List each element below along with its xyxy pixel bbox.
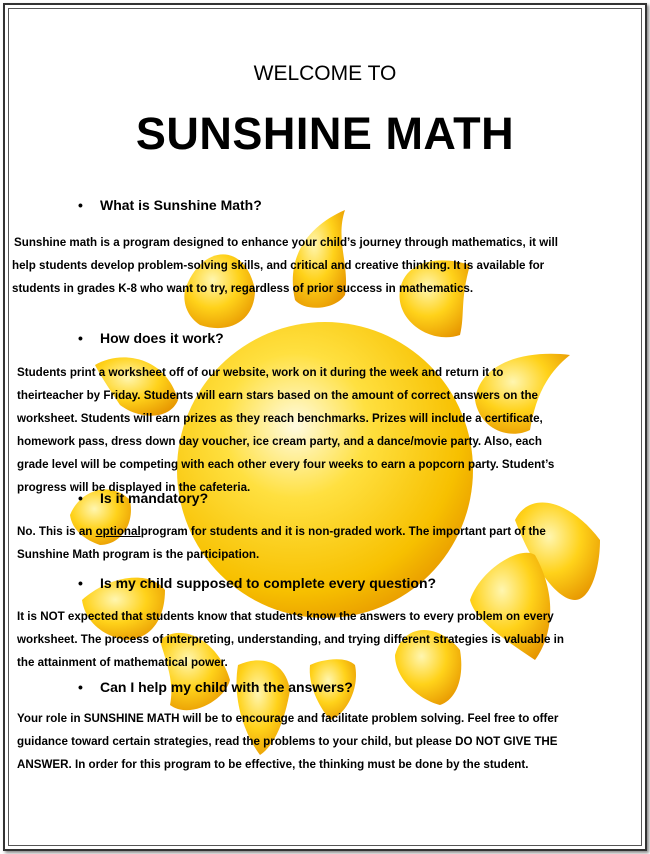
paragraph-line: ANSWER. In order for this program to be effective, the thinking must be done by the student. <box>17 758 529 771</box>
paragraph-line: help students develop problem-solving skills, and critical and creative thinking. It is available for <box>12 259 545 272</box>
paragraph-line: worksheet. The process of interpreting, understanding, and trying different strategies is valuable in <box>17 633 564 646</box>
bullet-icon: • <box>78 490 83 506</box>
paragraph-line: guidance toward certain strategies, read the problems to your child, but please DO NOT GIVE THE <box>17 735 558 748</box>
optional-underlined: optional <box>95 525 141 538</box>
paragraph-line: progress will be displayed in the cafeteria. <box>17 481 251 494</box>
paragraph-line: Your role in SUNSHINE MATH will be to encourage and facilitate problem solving. Feel free to offer <box>17 712 559 725</box>
bullet-icon: • <box>78 197 83 213</box>
bullet-icon: • <box>78 330 83 346</box>
bullet-icon: • <box>78 679 83 695</box>
page-title: SUNSHINE MATH <box>135 108 515 159</box>
paragraph-line: grade level will be competing with each other every four weeks to earn a popcorn party. Student’s <box>17 458 555 471</box>
section-heading: • Is my child supposed to complete every question? <box>78 575 437 591</box>
paragraph-line: the attainment of mathematical power. <box>17 656 228 669</box>
section-heading: • What is Sunshine Math? <box>78 197 262 213</box>
paragraph-line: worksheet. Students will earn prizes as they reach benchmarks. Prizes will include a certificate, <box>17 412 543 425</box>
paragraph-line: Sunshine math is a program designed to enhance your child’s journey through mathematics, it will <box>14 236 558 249</box>
paragraph-line: theirteacher by Friday. Students will earn stars based on the amount of correct answers on the <box>17 389 538 402</box>
section-heading: • Can I help my child with the answers? <box>78 679 353 695</box>
welcome-heading: WELCOME TO <box>253 62 397 85</box>
paragraph-line: Students print a worksheet off of our website, work on it during the week and return it to <box>17 366 504 379</box>
section-heading: • How does it work? <box>78 330 224 346</box>
paragraph-line: Sunshine Math program is the participation. <box>17 548 260 561</box>
paragraph-line: homework pass, dress down day voucher, ice cream party, and a dance/movie party. Also, each <box>17 435 542 448</box>
bullet-icon: • <box>78 575 83 591</box>
paragraph-line: It is NOT expected that students know that students know the answers to every problem on every <box>17 610 554 623</box>
paragraph-line: students in grades K-8 who want to try, regardless of prior success in mathematics. <box>12 282 474 295</box>
section-heading: • Is it mandatory? <box>78 490 209 506</box>
paragraph-line: No. This is an optionalprogram for students and it is non-graded work. The important part of the <box>17 525 546 538</box>
